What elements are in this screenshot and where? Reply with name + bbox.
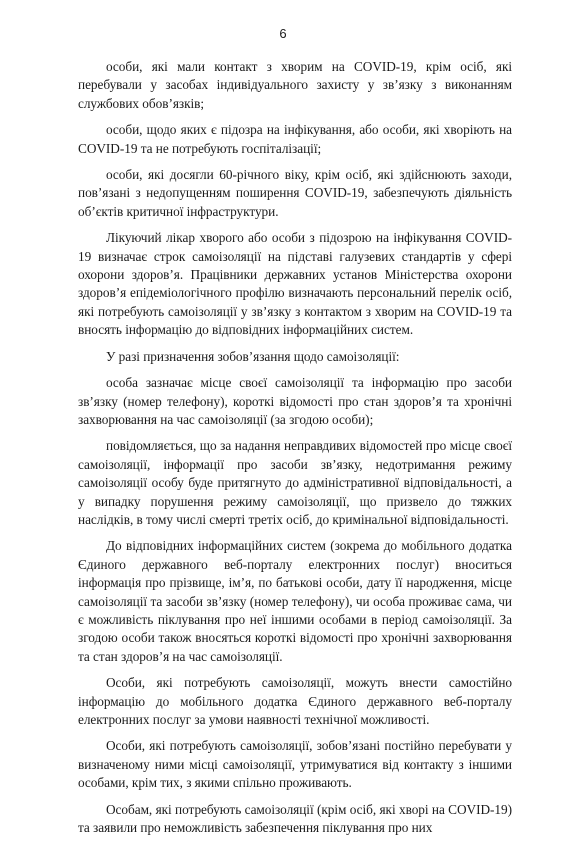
paragraph: повідомляється, що за надання неправдивих відомостей про місце своєї самоізоляції, інформації про засоби зв’язку, недотримання режиму самоізоляції особу буде притягнуто до адміністративної відповідальності, а у випадку порушення режиму самоізоляції, що призвело до тяжких наслідків, в тому числі смерті третіх осіб, до кримінальної відповідальності. xyxy=(78,438,512,527)
paragraph: Особи, які потребують самоізоляції, можуть внести самостійно інформацію до мобільного додатка Єдиного державного веб-порталу електронних послуг за умови наявності технічної можливості. xyxy=(78,675,512,727)
paragraph: Лікуючий лікар хворого або особи з підозрою на інфікування COVID-19 визначає строк самоізоляції на підставі галузевих стандартів у сфері охорони здоров’я. Працівники державних установ Міністерства охорони здоров’я епідеміологічного профілю визначають персональний перелік осіб, які потребують самоізоляції у зв’язку з контактом з хворим на COVID-19 та вносять інформацію до відповідних інформаційних систем. xyxy=(78,230,512,338)
paragraph: У разі призначення зобов’язання щодо самоізоляції: xyxy=(106,348,400,364)
paragraph: особи, які досягли 60-річного віку, крім осіб, які здійснюють заходи, пов’язані з недопущенням поширення COVID-19, забезпечують діяльність об’єктів критичної інфраструктури. xyxy=(78,167,512,219)
paragraph: До відповідних інформаційних систем (зокрема до мобільного додатка Єдиного державного веб-порталу електронних послуг) вноситься інформація про прізвище, ім’я, по батькові особи, дату її народження, місце самоізоляції та засоби зв’язку (номер телефону), чи особа проживає сама, чи є можливість піклування про неї іншими особами в період самоізоляції. За згодою особи також вносяться короткі відомості про хронічні захворювання та стан здоров’я на час самоізоляції. xyxy=(78,538,512,664)
document-body xyxy=(78,58,512,845)
paragraph: Особам, які потребують самоізоляції (крім осіб, які хворі на COVID-19) та заявили про неможливість забезпечення піклування про них xyxy=(78,801,512,836)
paragraph: особа зазначає місце своєї самоізоляції та інформацію про засоби зв’язку (номер телефону), короткі відомості про стан здоров’я та хронічні захворювання на час самоізоляції (за згодою особи); xyxy=(78,375,512,427)
paragraph: особи, які мали контакт з хворим на COVID-19, крім осіб, які перебували у засобах індивідуального захисту у зв’язку з виконанням службових обов’язків; xyxy=(78,59,512,111)
paragraph: особи, щодо яких є підозра на інфікування, або особи, які хворіють на COVID-19 та не потребують госпіталізації; xyxy=(78,122,512,156)
paragraph: Особи, які потребують самоізоляції, зобов’язані постійно перебувати у визначеному ними місці самоізоляції, утримуватися від контакту з іншими особами, крім тих, з якими спільно проживають. xyxy=(78,738,512,791)
page-number: 6 xyxy=(279,26,287,41)
